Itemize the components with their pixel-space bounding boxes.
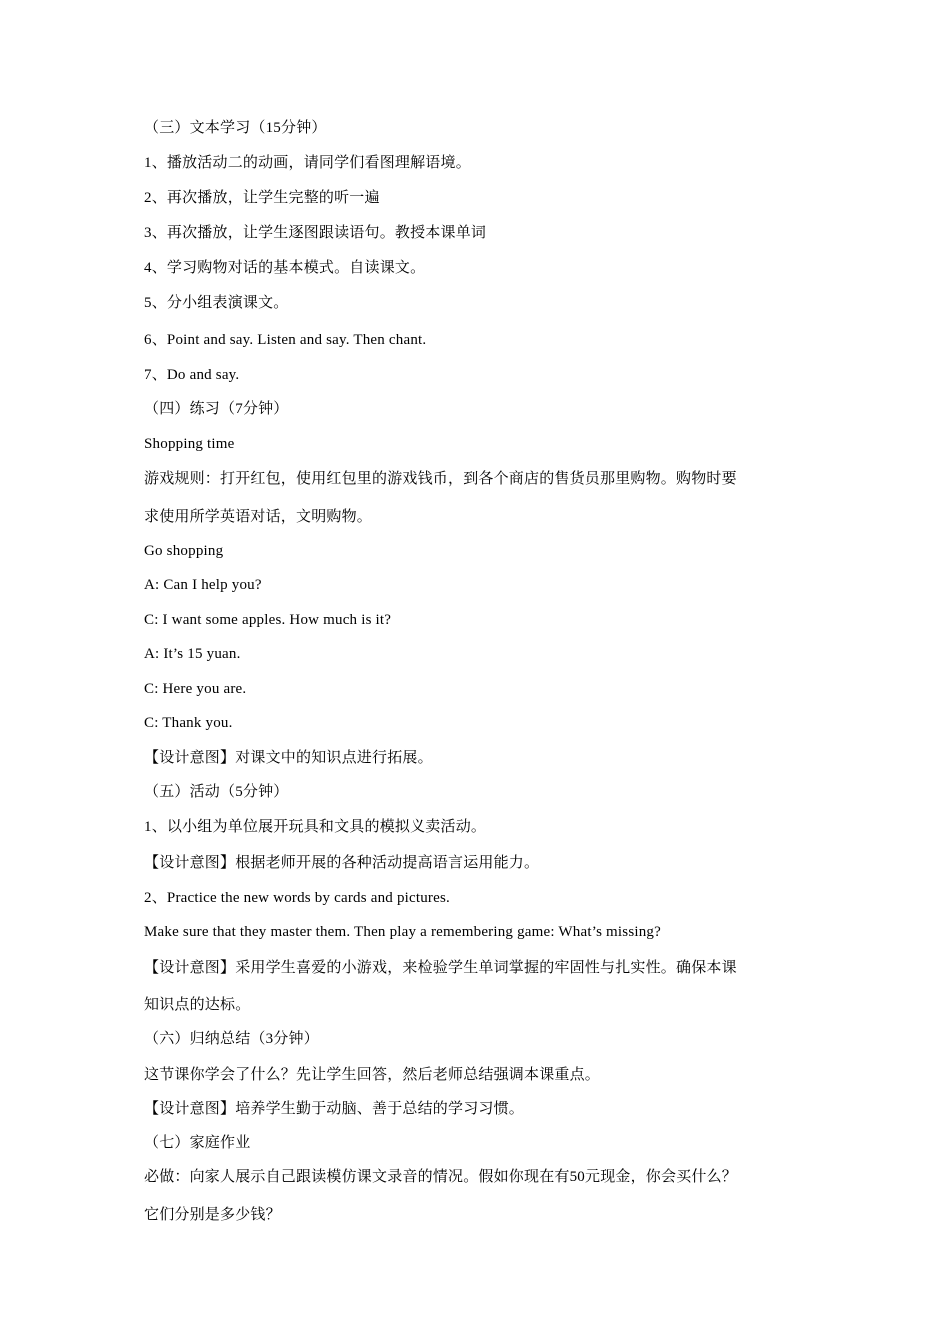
text-study-step-1: 1、播放活动二的动画，请同学们看图理解语境。	[144, 155, 471, 171]
homework-line-2: 它们分别是多少钱？	[144, 1207, 281, 1223]
section-heading-activity: （五）活动（5分钟）	[144, 784, 289, 800]
activity-step-2-detail: Make sure that they master them. Then play a remembering game: What’s missing?	[144, 924, 661, 940]
text-study-step-6: 6、Point and say. Listen and say. Then chant.	[144, 332, 427, 348]
design-intent-1: 【设计意图】对课文中的知识点进行拓展。	[144, 750, 433, 766]
design-intent-2: 【设计意图】根据老师开展的各种活动提高语言运用能力。	[144, 855, 540, 871]
dialogue-line-3: A: It’s 15 yuan.	[144, 646, 241, 662]
dialogue-title: Go shopping	[144, 543, 224, 559]
game-rules-line-1: 游戏规则：打开红包，使用红包里的游戏钱币，到各个商店的售货员那里购物。购物时要	[144, 471, 737, 487]
dialogue-line-4: C: Here you are.	[144, 681, 247, 697]
dialogue-line-5: C: Thank you.	[144, 715, 233, 731]
practice-title: Shopping time	[144, 436, 235, 452]
game-rules-line-2: 求使用所学英语对话，文明购物。	[144, 509, 373, 525]
text-study-step-5: 5、分小组表演课文。	[144, 295, 289, 311]
design-intent-3-line-2: 知识点的达标。	[144, 997, 251, 1013]
text-study-step-2: 2、再次播放，让学生完整的听一遍	[144, 190, 380, 206]
activity-step-1: 1、以小组为单位展开玩具和文具的模拟义卖活动。	[144, 819, 487, 835]
text-study-step-4: 4、学习购物对话的基本模式。自读课文。	[144, 260, 426, 276]
summary-text: 这节课你学会了什么？先让学生回答，然后老师总结强调本课重点。	[144, 1067, 601, 1083]
design-intent-4: 【设计意图】培养学生勤于动脑、善于总结的学习习惯。	[144, 1101, 525, 1117]
section-heading-homework: （七）家庭作业	[144, 1135, 251, 1151]
design-intent-3-line-1: 【设计意图】采用学生喜爱的小游戏，来检验学生单词掌握的牢固性与扎实性。确保本课	[144, 960, 737, 976]
text-study-step-7: 7、Do and say.	[144, 367, 240, 383]
dialogue-line-1: A: Can I help you?	[144, 577, 262, 593]
dialogue-line-2: C: I want some apples. How much is it?	[144, 612, 392, 628]
section-heading-summary: （六）归纳总结（3分钟）	[144, 1031, 319, 1047]
text-study-step-3: 3、再次播放，让学生逐图跟读语句。教授本课单词	[144, 225, 487, 241]
activity-step-2: 2、Practice the new words by cards and pictures.	[144, 890, 450, 906]
homework-line-1: 必做：向家人展示自己跟读模仿课文录音的情况。假如你现在有50元现金，你会买什么？	[144, 1169, 738, 1185]
section-heading-text-study: （三）文本学习（15分钟）	[144, 120, 327, 136]
section-heading-practice: （四）练习（7分钟）	[144, 401, 289, 417]
